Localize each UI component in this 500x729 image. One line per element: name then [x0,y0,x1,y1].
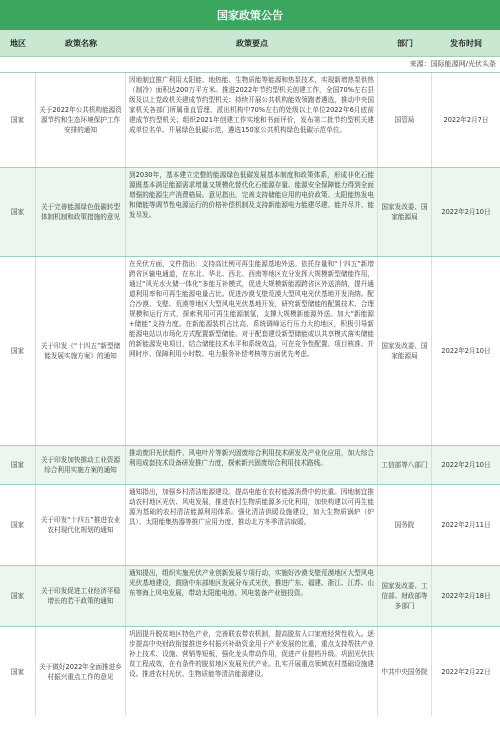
table-row [0,445,500,484]
table-row [0,167,500,256]
row-date: 2022年2月10日 [441,208,491,216]
row-policy-name: 关于做好2022年全面推进乡村振兴重点工作的意见 [36,627,126,716]
row-policy-name: 关于2022年公共机构能源资源节约和生态环境保护工作安排的通知 [36,73,126,167]
row-date: 2022年2月18日 [441,592,491,600]
header-content: 政策要点 [236,38,268,48]
header-region: 地区 [10,38,26,48]
row-region: 国家 [0,566,36,626]
row-content: 到2030年，基本建立完整的能源绿色低碳发展基本制度和政策体系，形成非化石能源既基本满足能源需求增量又规模化替代化石能源存量、能源安全保障能力得到全面增强的能源生产消费格局。意见指出，完善支持储能应用的电价政策、太阳能热发电和储能等调节性电源运行的价格补偿机制及支持新能源电力能建尽建、能并尽并、能发尽发。 [126,168,378,256]
row-date: 2022年2月7日 [443,116,489,124]
row-dept: 国家发改委、国家能源局 [378,168,432,256]
policy-table [0,72,500,716]
table-row [0,256,500,445]
row-region: 国家 [0,446,36,484]
row-content: 推动废旧光伏组件、风电叶片等新兴固废综合利用技术研发及产业化应用，加大综合利用成套技术设备研发推广力度，探索新兴固废综合利用技术路线。 [126,446,378,484]
row-date: 2022年2月22日 [441,667,491,676]
row-content: 巩固提升脱贫地区特色产业，完善联农带农机制，提高脱贫人口家庭经营性收入。逐步提高中央财政衔接推进乡村振兴补助资金用于产业发展的比重，重点支持帮扶产业补上技术、设施、营销等短板，强化龙头带动作用，促进产业提档升级。巩固光伏扶贫工程成效，在有条件的脱贫地区发展光伏产业。扎实开展重点领域农村基础设施建设。推进农村光伏、生物质能等清洁能源建设。 [126,627,378,716]
row-dept: 国管局 [378,73,432,167]
header-dept: 部门 [397,38,413,48]
row-content: 在光伏方面，文件指出：支持高比例可再生能源基地外送。依托存量和“十四五”新增跨省区输电通道，在东北、华北、西北、西南等地区充分发挥大规模新型储能作用，通过“风光水火储一体化”多能互补模式，促进大规模新能源跨省区外送消纳，提升通道利用率和可再生能源电量占比。促进沙漠戈壁荒漠大型风电光伏基地开发消纳。配合沙漠、戈壁、荒漠等地区大型风电光伏基地开发，研究新型储能的配置技术、合理规模和运行方式，探索利用可再生能源制氢，支撑大规模新能源外送。加大“新能源+储能”支持力度。在新能源装机占比高、系统调峰运行压力大的地区，积极引导新能源电站以市场化方式配置新型储能。对于配套建设新型储能或以共享模式落实储能的新能源发电项目，结合储能技术水平和系统效益，可在竞争性配置、项目核准、并网时序、保障利用小时数、电力服务补偿考核等方面优先考虑。 [126,257,378,445]
table-row [0,484,500,565]
table-row [0,565,500,626]
row-policy-name: 关于印发《“十四五”新型储能发展实施方案》的通知 [36,257,126,445]
row-dept: 国家发改委、工信部、财政部等多部门 [378,566,432,626]
row-dept: 国家发改委、国家能源局 [378,257,432,445]
row-date: 2022年2月10日 [441,461,491,469]
row-content: 通知提出，组织实施光伏产业创新发展专项行动，实施好沙漠戈壁荒漠地区大型风电光伏基地建设，鼓励中东部地区发展分布式光伏，推进广东、福建、浙江、江苏、山东等海上风电发展，带动太阳能电池、风电装备产业链投资。 [126,566,378,626]
table-header [0,30,500,57]
table-row [0,72,500,167]
row-region: 国家 [0,73,36,167]
header-date: 发布时间 [450,38,482,48]
row-region: 国家 [0,257,36,445]
row-date: 2022年2月10日 [441,347,491,355]
page-banner: 国家政策公告 [0,0,500,30]
row-region: 国家 [0,168,36,256]
row-date: 2022年2月11日 [441,521,491,529]
row-region: 国家 [0,627,36,716]
row-dept: 国务院 [378,485,432,565]
row-policy-name: 关于印发加快推动工业资源综合利用实施方案的通知 [36,446,126,484]
row-policy-name: 关于印发促进工业经济平稳增长的若干政策的通知 [36,566,126,626]
row-policy-name: 关于完善能源绿色低碳转型体制机制和政策措施的意见 [36,168,126,256]
row-dept: 中共中央国务院 [378,627,432,716]
row-dept: 工信部等八部门 [378,446,432,484]
row-content: 通知指出，加强乡村清洁能源建设。提高电能在农村能源消费中的比重。因地制宜推动农村地区光伏、风电发展，推进农村生物质能源多元化利用，加快构建以可再生能源为基础的农村清洁能源利用体系。强化清洁供暖设施建设，加大生物质锅炉（炉具）、太阳能集热器等推广应用力度，推动北方冬季清洁取暖。 [126,485,378,565]
table-row [0,626,500,716]
row-policy-name: 关于印发“十四五”推进农业农村现代化规划的通知 [36,485,126,565]
source-note: 来源：国际能源网/光伏头条 [409,60,496,68]
row-content: 因地制宜推广利用太阳能、地热能、生物质能等能源和热泵技术，实现新增热泵供热（制冷）面积达200万平方米。推进2022年节约型机关创建工作，全国70%左右县级及以上党政机关建成节约型机关；持续开展公共机构能效领跑者遴选，推动中央国家机关各部门所属垂直管理、派出机构中70%左右的处级以上单位2022年6月底前建成节约型机关；组织2021年创建工作实地和书面评价，发布第二批节约型机关建成单位名单。开展绿色低碳示范，遴选150家公共机构绿色低碳示范单位。 [126,73,378,167]
row-region: 国家 [0,485,36,565]
header-name: 政策名称 [65,38,97,48]
